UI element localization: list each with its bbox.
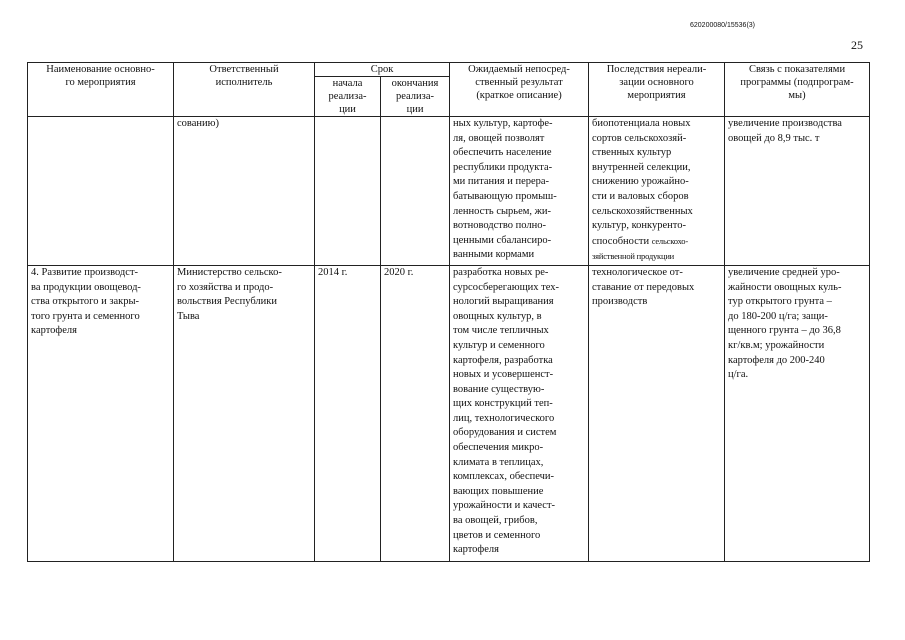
cell-result: ных культур, картофе- ля, овощей позволят обеспечить население республики продукта- ми питания и перера- батывающую промыш- ленность сырьем, жи- вотноводство полно- ценными сбалансиро- ванными кормами [450, 117, 589, 266]
measures-table [27, 62, 870, 562]
cell-consequences: технологическое от- ставание от передовых производств [589, 265, 725, 561]
cell-end [381, 117, 450, 266]
header-period: Срок [315, 63, 450, 77]
cell-indicator-link: увеличение средней уро- жайности овощных куль- тур открытого грунта – до 180-200 ц/га; защи- щенного грунта – до 36,8 кг/кв.м; урожайности картофеля до 200-240 ц/га. [725, 265, 870, 561]
cell-start: 2014 г. [315, 265, 381, 561]
cell-indicator-link: увеличение производства овощей до 8,9 тыс. т [725, 117, 870, 266]
cell-start [315, 117, 381, 266]
cell-name: 4. Развитие производст- ва продукции овощевод- ства открытого и закры- того грунта и семенного картофеля [28, 265, 174, 561]
table-row [28, 265, 870, 561]
document-code: 620200080/15536(3) [690, 22, 756, 29]
consequences-tail-text: сельскохо- зяйственной продукции [592, 235, 688, 262]
page-number: 25 [851, 38, 863, 52]
header-main-measure: Наименование основно- го мероприятия [28, 63, 174, 117]
cell-result: разработка новых ре- сурсосберегающих тех- нологий выращивания овощных культур, в том числе тепличных культур и семенного картофеля, разработка новых и усовершенст- вование существую- щих конструкций теп- лиц, технологического оборудования и систем обеспечения микро- климата в теплицах, комплексах, обеспечи- вающих повышение урожайности и качест- ва овощей, грибов, цветов и семенного картофеля [450, 265, 589, 561]
header-expected-result: Ожидаемый непосред- ственный результат (краткое описание) [450, 63, 589, 117]
table-row [28, 117, 870, 266]
header-row-1 [28, 63, 870, 77]
cell-executor: Министерство сельско- го хозяйства и продо- вольствия Республики Тыва [174, 265, 315, 561]
header-indicator-link: Связь с показателями программы (подпрограм- мы) [725, 63, 870, 117]
cell-executor: сованию) [174, 117, 315, 266]
cell-end: 2020 г. [381, 265, 450, 561]
cell-name [28, 117, 174, 266]
cell-consequences [589, 117, 725, 266]
header-consequences: Последствия нереали- зации основного мероприятия [589, 63, 725, 117]
header-executor: Ответственный исполнитель [174, 63, 315, 117]
header-end: окончания реализа- ции [381, 77, 450, 117]
consequences-main-text: биопотенциала новых сортов сельскохозяй- ственных культур внутренней селекции, снижению урожайно- сти и валовых сборов сельскохозяйственных культур, конкуренто- способности [592, 118, 693, 247]
header-start: начала реализа- ции [315, 77, 381, 117]
